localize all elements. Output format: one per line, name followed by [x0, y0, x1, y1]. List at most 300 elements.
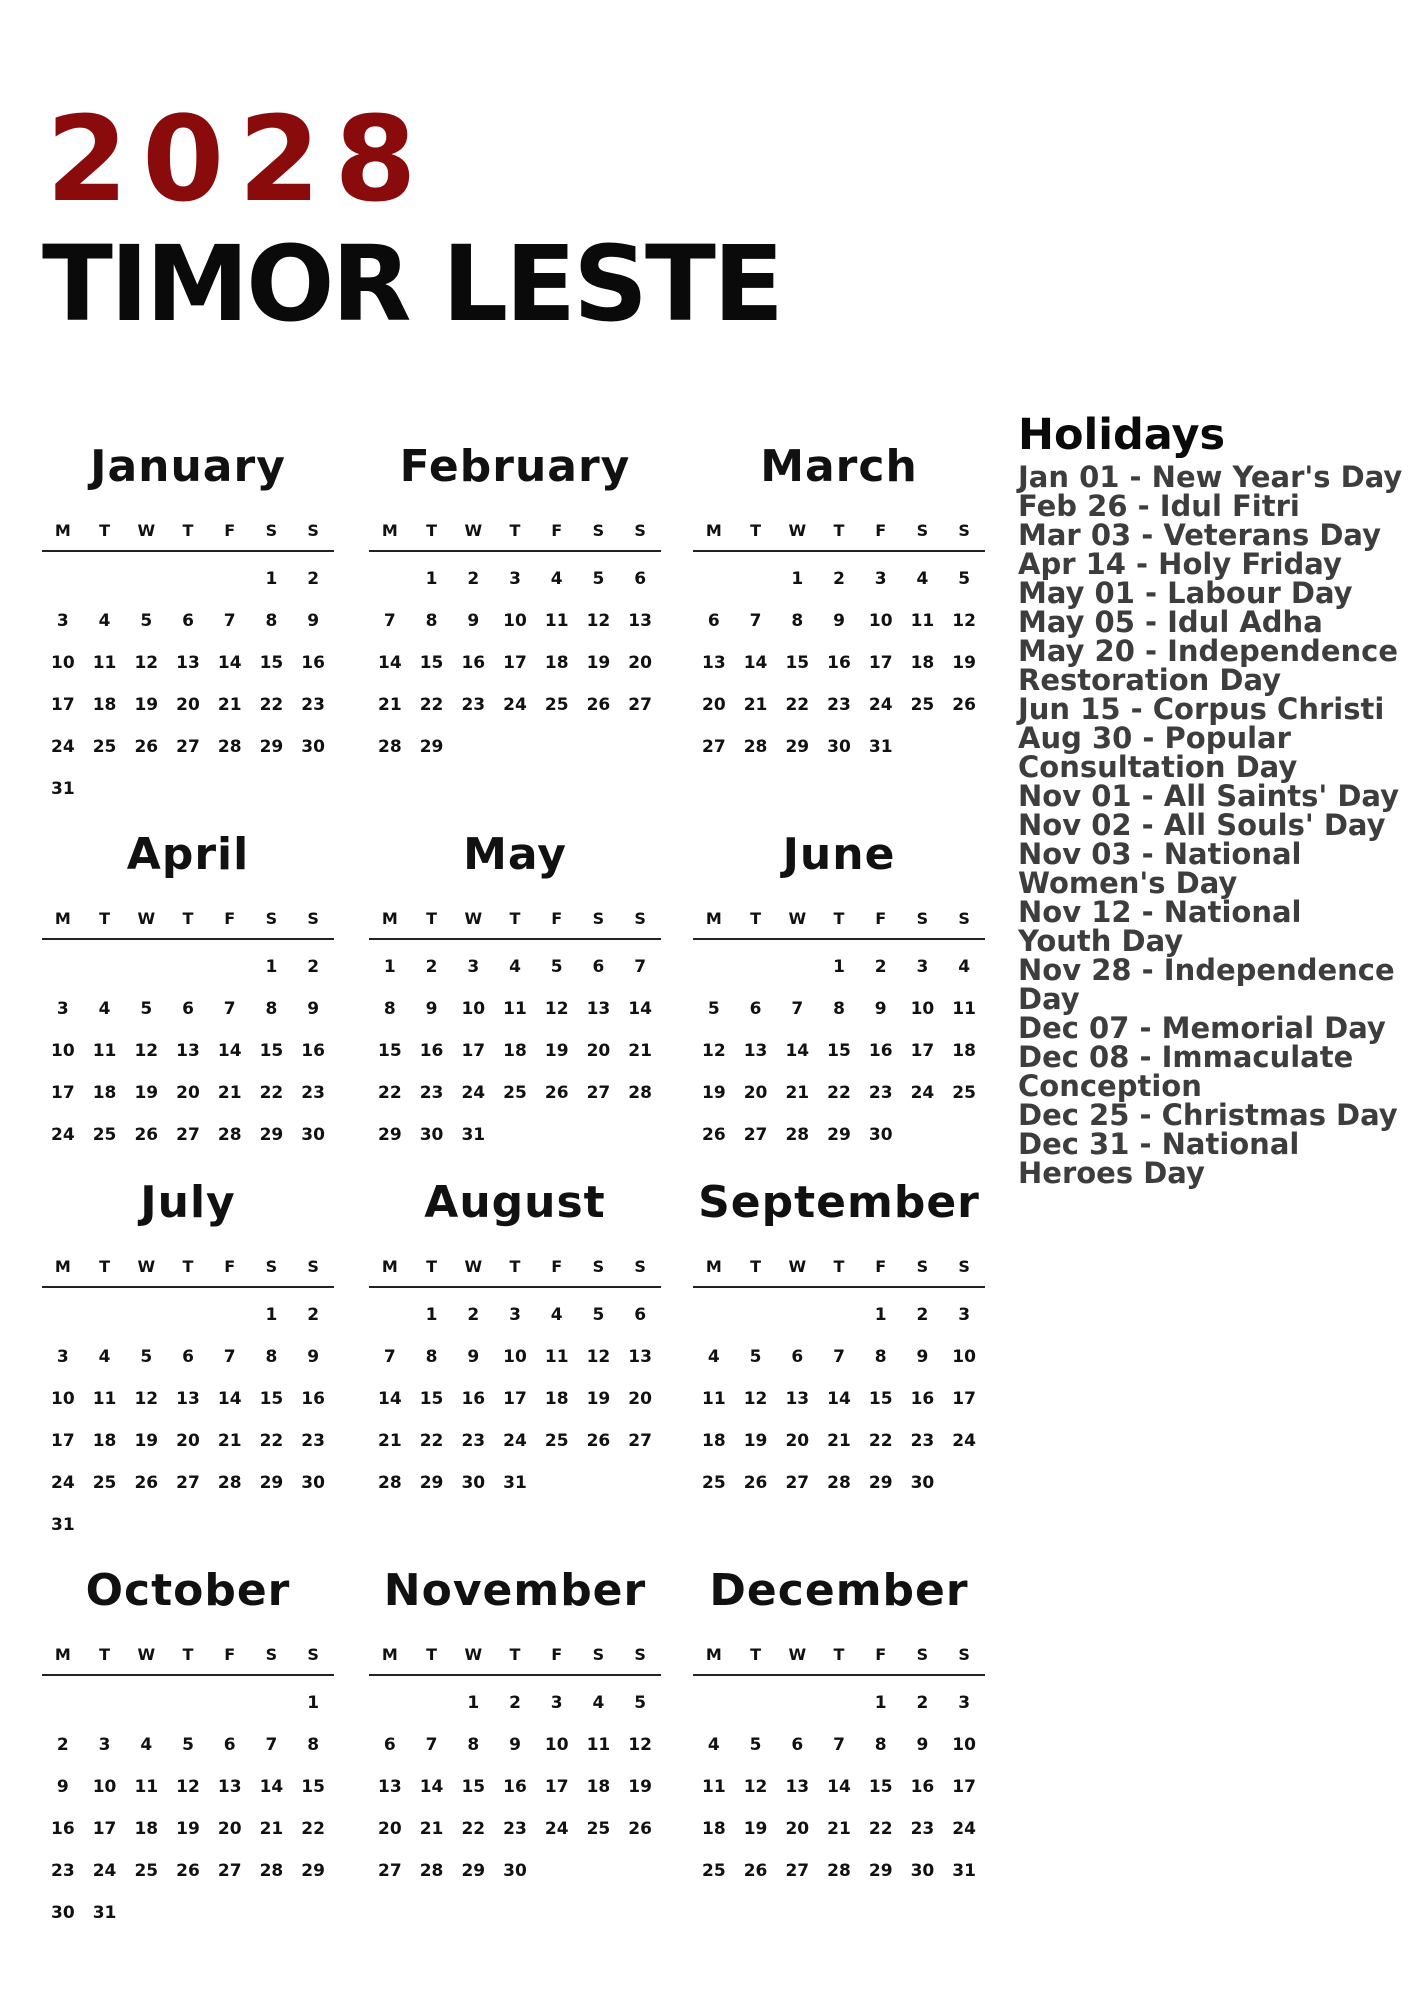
empty-cell — [776, 1682, 818, 1724]
day-cell: 27 — [702, 737, 726, 757]
day-cell: 4 — [98, 1347, 111, 1367]
day-cell: 22 — [259, 1431, 284, 1451]
day-cell: 21 — [217, 695, 242, 715]
weekday-label: S — [916, 1644, 929, 1664]
day-cell: 4 — [707, 1347, 720, 1367]
day-cell: 7 — [833, 1347, 845, 1367]
day-cell: 15 — [868, 1389, 893, 1409]
weekday-label: S — [592, 1256, 605, 1276]
day-cell: 25 — [544, 1431, 569, 1451]
day-cell: 28 — [827, 1861, 851, 1881]
day-cell: 9 — [56, 1777, 69, 1797]
empty-cell — [167, 1294, 209, 1336]
empty-cell — [818, 1682, 860, 1724]
day-cell: 30 — [419, 1125, 444, 1145]
day-cell: 8 — [425, 1347, 438, 1367]
day-cell: 15 — [868, 1777, 893, 1797]
weekday-label: T — [750, 520, 762, 540]
month-july — [42, 1176, 334, 1546]
day-cell: 30 — [461, 1473, 486, 1493]
day-cell: 6 — [383, 1735, 396, 1755]
weekday-label: S — [265, 908, 278, 928]
day-cell: 10 — [503, 611, 527, 631]
day-cell: 7 — [383, 611, 396, 631]
day-cell: 13 — [176, 653, 200, 673]
holiday-item: Nov 02 - All Souls' Day — [1018, 808, 1386, 842]
day-cell: 31 — [461, 1125, 486, 1145]
day-cell: 12 — [702, 1041, 726, 1061]
day-cell: 21 — [419, 1819, 444, 1839]
day-cell: 17 — [910, 1041, 935, 1061]
day-cell: 19 — [743, 1819, 768, 1839]
day-cell: 29 — [259, 737, 284, 757]
empty-cell — [735, 1682, 777, 1724]
empty-cell — [693, 1294, 735, 1336]
day-cell: 21 — [827, 1819, 851, 1839]
day-cell: 13 — [785, 1777, 810, 1797]
day-cell: 5 — [182, 1735, 194, 1755]
day-grid — [369, 1294, 661, 1504]
day-cell: 7 — [749, 611, 762, 631]
day-cell: 2 — [916, 1305, 929, 1325]
day-cell: 15 — [461, 1777, 486, 1797]
empty-cell — [818, 1294, 860, 1336]
day-cell: 26 — [134, 1473, 159, 1493]
weekday-label: S — [916, 908, 929, 928]
day-cell: 6 — [223, 1735, 236, 1755]
day-cell: 3 — [550, 1693, 563, 1713]
day-cell: 2 — [916, 1693, 929, 1713]
weekday-header — [693, 1252, 985, 1288]
day-cell: 1 — [467, 1693, 480, 1713]
empty-cell — [84, 946, 126, 988]
day-cell: 20 — [628, 653, 652, 673]
holiday-item: Apr 14 - Holy Friday — [1018, 547, 1342, 581]
day-cell: 11 — [92, 1389, 117, 1409]
weekday-header — [369, 1640, 661, 1676]
day-cell: 3 — [98, 1735, 111, 1755]
month-may — [369, 828, 661, 1156]
day-cell: 16 — [827, 653, 851, 673]
empty-cell — [735, 558, 777, 600]
day-cell: 31 — [51, 1515, 75, 1535]
holidays-panel — [1018, 410, 1403, 1190]
weekday-label: W — [464, 1644, 483, 1664]
day-cell: 12 — [176, 1777, 200, 1797]
day-cell: 5 — [592, 569, 605, 589]
day-cell: 28 — [743, 737, 768, 757]
month-name: October — [85, 1565, 291, 1616]
day-cell: 10 — [51, 653, 75, 673]
day-cell: 20 — [176, 1083, 200, 1103]
weekday-label: F — [875, 908, 887, 928]
day-cell: 1 — [833, 957, 845, 977]
holiday-item: Jan 01 - New Year's Day — [1018, 460, 1403, 494]
day-cell: 25 — [910, 695, 935, 715]
day-cell: 7 — [634, 957, 647, 977]
weekday-label: F — [224, 1644, 236, 1664]
day-cell: 29 — [259, 1125, 284, 1145]
day-cell: 15 — [419, 653, 444, 673]
empty-cell — [693, 1682, 735, 1724]
day-grid — [369, 1682, 661, 1892]
day-cell: 18 — [92, 695, 117, 715]
day-cell: 29 — [785, 737, 810, 757]
day-cell: 24 — [503, 1431, 527, 1451]
day-cell: 11 — [586, 1735, 611, 1755]
day-cell: 24 — [544, 1819, 569, 1839]
day-cell: 2 — [509, 1693, 521, 1713]
day-cell: 14 — [785, 1041, 810, 1061]
day-cell: 23 — [827, 695, 851, 715]
weekday-label: F — [551, 520, 563, 540]
day-grid — [42, 946, 334, 1156]
day-cell: 8 — [265, 611, 278, 631]
day-cell: 13 — [217, 1777, 242, 1797]
day-cell: 3 — [958, 1305, 971, 1325]
day-cell: 20 — [378, 1819, 402, 1839]
day-cell: 24 — [952, 1431, 976, 1451]
weekday-label: S — [634, 1256, 646, 1276]
day-cell: 1 — [383, 957, 396, 977]
weekday-label: S — [307, 520, 319, 540]
day-cell: 18 — [544, 1389, 569, 1409]
weekday-label: S — [265, 1644, 278, 1664]
country-title: TIMOR LESTE — [42, 223, 782, 345]
day-cell: 15 — [419, 1389, 444, 1409]
weekday-label: F — [875, 520, 887, 540]
day-cell: 13 — [743, 1041, 768, 1061]
day-cell: 21 — [378, 1431, 402, 1451]
day-cell: 3 — [56, 999, 69, 1019]
day-cell: 12 — [544, 999, 569, 1019]
day-cell: 23 — [301, 695, 325, 715]
holiday-item: Nov 12 - National Youth Day — [1018, 895, 1302, 958]
weekday-label: T — [509, 908, 521, 928]
day-cell: 30 — [301, 1125, 325, 1145]
day-cell: 17 — [544, 1777, 569, 1797]
day-cell: 8 — [791, 611, 804, 631]
empty-cell — [84, 1294, 126, 1336]
day-cell: 18 — [702, 1819, 726, 1839]
weekday-label: S — [916, 520, 929, 540]
weekday-label: S — [958, 1256, 970, 1276]
day-cell: 8 — [833, 999, 845, 1019]
empty-cell — [209, 1294, 251, 1336]
day-cell: 18 — [503, 1041, 527, 1061]
day-cell: 26 — [134, 737, 159, 757]
day-cell: 12 — [586, 1347, 611, 1367]
day-cell: 11 — [92, 653, 117, 673]
day-cell: 28 — [217, 737, 242, 757]
day-cell: 10 — [544, 1735, 569, 1755]
day-cell: 13 — [586, 999, 611, 1019]
weekday-label: W — [137, 1644, 156, 1664]
day-cell: 24 — [952, 1819, 976, 1839]
day-cell: 23 — [301, 1431, 325, 1451]
day-cell: 14 — [743, 653, 768, 673]
day-cell: 6 — [182, 999, 194, 1019]
empty-cell — [369, 558, 411, 600]
day-cell: 27 — [743, 1125, 768, 1145]
weekday-label: T — [99, 520, 111, 540]
day-cell: 11 — [544, 1347, 569, 1367]
weekday-label: F — [551, 908, 563, 928]
day-cell: 15 — [378, 1041, 402, 1061]
day-cell: 11 — [544, 611, 569, 631]
day-cell: 2 — [425, 957, 438, 977]
month-name: December — [709, 1565, 969, 1616]
day-cell: 19 — [134, 695, 159, 715]
weekday-label: W — [137, 908, 156, 928]
weekday-header — [42, 516, 334, 552]
day-cell: 20 — [176, 1431, 200, 1451]
day-cell: 9 — [833, 611, 845, 631]
day-cell: 28 — [217, 1473, 242, 1493]
day-cell: 31 — [92, 1903, 117, 1923]
day-cell: 16 — [301, 1389, 325, 1409]
day-cell: 31 — [51, 779, 75, 799]
weekday-label: F — [551, 1256, 563, 1276]
day-cell: 12 — [952, 611, 976, 631]
weekday-label: M — [381, 1644, 398, 1664]
weekday-label: T — [182, 1644, 194, 1664]
day-cell: 9 — [874, 999, 887, 1019]
day-cell: 4 — [509, 957, 521, 977]
day-cell: 6 — [182, 611, 194, 631]
day-cell: 28 — [217, 1125, 242, 1145]
month-june — [693, 828, 985, 1156]
day-grid — [693, 558, 985, 768]
weekday-header — [42, 1252, 334, 1288]
month-august — [369, 1176, 661, 1504]
day-cell: 28 — [378, 737, 402, 757]
day-cell: 8 — [307, 1735, 320, 1755]
weekday-label: S — [634, 520, 646, 540]
day-cell: 1 — [307, 1693, 320, 1713]
day-cell: 17 — [461, 1041, 486, 1061]
empty-cell — [167, 558, 209, 600]
weekday-label: T — [833, 1256, 845, 1276]
day-cell: 10 — [92, 1777, 117, 1797]
weekday-label: F — [224, 520, 236, 540]
day-cell: 2 — [874, 957, 887, 977]
day-cell: 6 — [707, 611, 720, 631]
weekday-label: S — [592, 908, 605, 928]
day-cell: 30 — [827, 737, 851, 757]
day-cell: 29 — [259, 1473, 284, 1493]
day-cell: 28 — [827, 1473, 851, 1493]
empty-cell — [251, 1682, 293, 1724]
day-cell: 22 — [419, 695, 444, 715]
weekday-label: M — [54, 908, 71, 928]
day-cell: 27 — [176, 1125, 200, 1145]
day-cell: 14 — [378, 653, 402, 673]
weekday-label: S — [592, 1644, 605, 1664]
month-name: June — [782, 829, 896, 880]
day-cell: 1 — [425, 1305, 438, 1325]
empty-cell — [84, 558, 126, 600]
day-cell: 26 — [743, 1473, 768, 1493]
day-cell: 24 — [461, 1083, 486, 1103]
day-cell: 3 — [958, 1693, 971, 1713]
month-name: February — [399, 441, 631, 492]
day-cell: 8 — [874, 1735, 887, 1755]
day-cell: 22 — [378, 1083, 402, 1103]
weekday-label: M — [705, 908, 722, 928]
day-cell: 19 — [176, 1819, 200, 1839]
empty-cell — [167, 946, 209, 988]
day-cell: 22 — [785, 695, 810, 715]
day-cell: 16 — [461, 653, 486, 673]
day-cell: 9 — [467, 611, 480, 631]
day-cell: 29 — [868, 1861, 893, 1881]
day-cell: 10 — [952, 1735, 976, 1755]
day-cell: 1 — [265, 957, 278, 977]
day-cell: 3 — [509, 569, 521, 589]
holiday-item: Nov 01 - All Saints' Day — [1018, 779, 1399, 813]
month-september — [693, 1176, 985, 1504]
month-name: November — [383, 1565, 647, 1616]
day-cell: 26 — [544, 1083, 569, 1103]
day-cell: 5 — [140, 611, 153, 631]
month-name: March — [760, 441, 918, 492]
month-october — [42, 1564, 334, 1934]
day-cell: 2 — [833, 569, 845, 589]
day-cell: 2 — [307, 1305, 320, 1325]
holiday-item: Feb 26 - Idul Fitri — [1018, 489, 1300, 523]
day-cell: 4 — [140, 1735, 153, 1755]
day-cell: 27 — [628, 1431, 652, 1451]
weekday-label: T — [833, 520, 845, 540]
day-cell: 14 — [217, 1389, 242, 1409]
day-cell: 18 — [586, 1777, 611, 1797]
day-cell: 4 — [707, 1735, 720, 1755]
day-cell: 26 — [743, 1861, 768, 1881]
day-cell: 27 — [217, 1861, 242, 1881]
day-cell: 17 — [51, 1431, 75, 1451]
day-cell: 4 — [592, 1693, 605, 1713]
weekday-label: F — [224, 1256, 236, 1276]
weekday-label: T — [833, 908, 845, 928]
day-cell: 13 — [176, 1389, 200, 1409]
day-cell: 16 — [301, 1041, 325, 1061]
day-cell: 11 — [134, 1777, 159, 1797]
day-cell: 18 — [92, 1083, 117, 1103]
day-cell: 2 — [467, 569, 480, 589]
day-cell: 16 — [868, 1041, 893, 1061]
day-cell: 29 — [827, 1125, 851, 1145]
weekday-label: S — [592, 520, 605, 540]
day-cell: 3 — [874, 569, 887, 589]
day-cell: 30 — [51, 1903, 75, 1923]
month-name: July — [140, 1177, 236, 1228]
day-cell: 19 — [702, 1083, 726, 1103]
day-cell: 30 — [910, 1473, 935, 1493]
day-cell: 6 — [791, 1735, 804, 1755]
day-cell: 9 — [307, 611, 320, 631]
day-cell: 16 — [301, 653, 325, 673]
day-cell: 5 — [749, 1735, 762, 1755]
empty-cell — [369, 1682, 411, 1724]
day-cell: 19 — [134, 1083, 159, 1103]
day-cell: 29 — [301, 1861, 325, 1881]
day-cell: 4 — [98, 611, 111, 631]
day-cell: 8 — [874, 1347, 887, 1367]
day-cell: 15 — [785, 653, 810, 673]
day-cell: 16 — [910, 1777, 935, 1797]
empty-cell — [209, 946, 251, 988]
day-cell: 19 — [743, 1431, 768, 1451]
day-cell: 10 — [952, 1347, 976, 1367]
weekday-label: T — [509, 1644, 521, 1664]
weekday-label: T — [750, 908, 762, 928]
weekday-header — [369, 516, 661, 552]
weekday-label: T — [426, 1644, 438, 1664]
day-cell: 13 — [628, 611, 652, 631]
weekday-label: S — [958, 908, 970, 928]
weekday-label: S — [265, 520, 278, 540]
weekday-header — [693, 1640, 985, 1676]
weekday-label: W — [137, 520, 156, 540]
day-cell: 8 — [467, 1735, 480, 1755]
day-cell: 7 — [833, 1735, 845, 1755]
weekday-label: S — [307, 1644, 319, 1664]
day-cell: 29 — [868, 1473, 893, 1493]
empty-cell — [125, 558, 167, 600]
day-cell: 1 — [791, 569, 804, 589]
day-cell: 21 — [259, 1819, 284, 1839]
empty-cell — [693, 946, 735, 988]
weekday-label: W — [464, 908, 483, 928]
day-cell: 21 — [628, 1041, 652, 1061]
holiday-item: Mar 03 - Veterans Day — [1018, 518, 1381, 552]
day-cell: 17 — [51, 695, 75, 715]
day-grid — [693, 1682, 985, 1892]
day-cell: 23 — [868, 1083, 893, 1103]
empty-cell — [42, 1682, 84, 1724]
day-cell: 19 — [586, 1389, 611, 1409]
day-cell: 2 — [307, 569, 320, 589]
day-cell: 20 — [176, 695, 200, 715]
day-cell: 24 — [503, 695, 527, 715]
weekday-label: T — [509, 520, 521, 540]
empty-cell — [42, 946, 84, 988]
day-cell: 16 — [461, 1389, 486, 1409]
day-grid — [42, 1294, 334, 1546]
empty-cell — [209, 1682, 251, 1724]
weekday-header — [369, 1252, 661, 1288]
day-cell: 14 — [419, 1777, 444, 1797]
day-cell: 22 — [259, 1083, 284, 1103]
day-cell: 8 — [383, 999, 396, 1019]
weekday-label: M — [381, 908, 398, 928]
empty-cell — [735, 946, 777, 988]
day-cell: 25 — [702, 1473, 726, 1493]
day-cell: 11 — [92, 1041, 117, 1061]
day-cell: 1 — [265, 569, 278, 589]
day-cell: 26 — [176, 1861, 200, 1881]
day-cell: 5 — [707, 999, 720, 1019]
weekday-label: W — [788, 520, 807, 540]
weekday-label: T — [182, 520, 194, 540]
day-cell: 28 — [378, 1473, 402, 1493]
day-cell: 19 — [586, 653, 611, 673]
day-cell: 12 — [134, 1041, 159, 1061]
holiday-item: May 01 - Labour Day — [1018, 576, 1353, 610]
day-cell: 17 — [503, 653, 527, 673]
day-cell: 23 — [503, 1819, 527, 1839]
